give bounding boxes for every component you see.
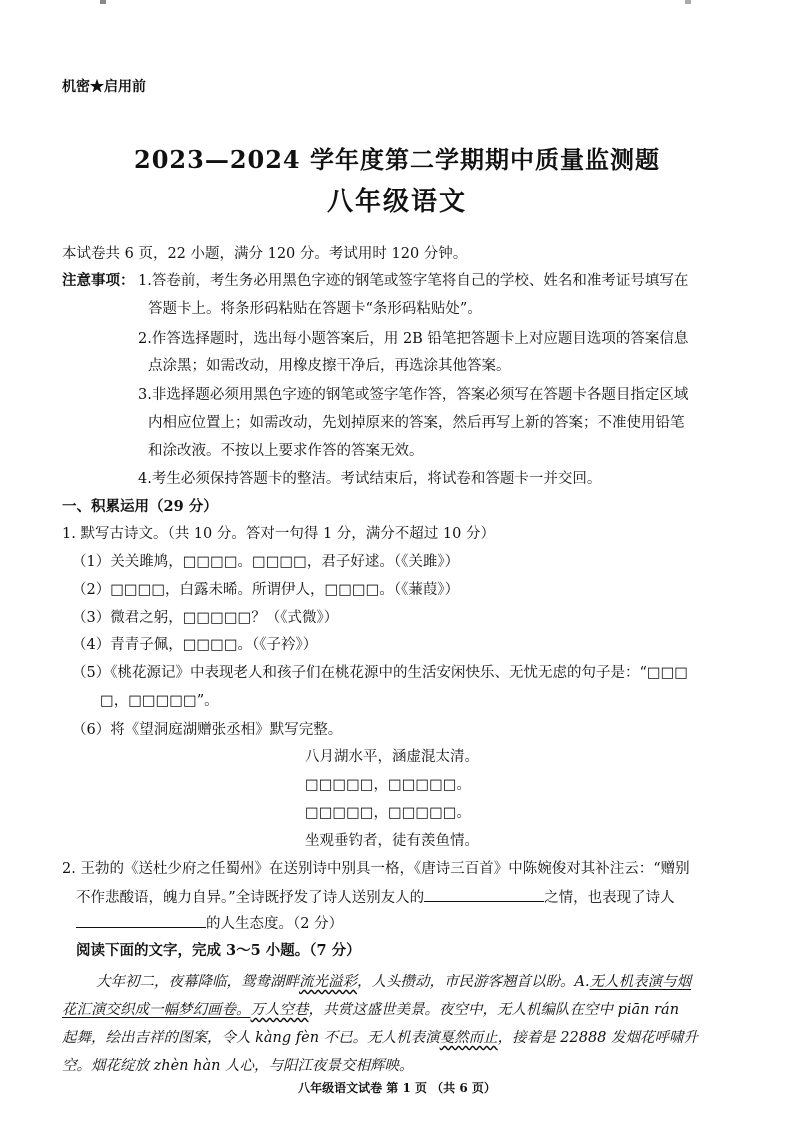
poem-line: □□□□□，□□□□□。 <box>305 805 471 821</box>
reading-heading: 阅读下面的文字，完成 3～5 小题。（7 分） <box>76 942 361 959</box>
q1-item-6: （6）将《望洞庭湖赠张丞相》默写完整。 <box>72 722 343 738</box>
note-3-line-3: 和涂改液。不按以上要求作答的答案无效。 <box>148 443 424 459</box>
note-2-line-2: 点涂黑；如需改动，用橡皮擦干净后，再选涂其他答案。 <box>148 358 511 374</box>
answer-blank[interactable] <box>76 913 206 928</box>
reading-marked-word: 万人空巷 <box>250 1002 309 1018</box>
poem-line: □□□□□，□□□□□。 <box>305 777 471 793</box>
section-1-heading: 一、积累运用（29 分） <box>62 498 218 515</box>
q1-item-5-line-2: □，□□□□□”。 <box>100 693 219 709</box>
q1-item-1: （1）关关雎鸠，□□□□。□□□□，君子好逑。（《关雎》） <box>72 554 460 570</box>
poem-line: 八月湖水平，涵虚混太清。 <box>305 749 479 765</box>
page-footer: 八年级语文试卷 第 1 页 （共 6 页） <box>298 1081 496 1095</box>
note-3-line-1: 3.非选择题必须用黑色字迹的钢笔或签字笔作答，答案必须写在答题卡各题目指定区域 <box>138 387 689 403</box>
q1-item-4: （4）青青子佩，□□□□。（《子衿》） <box>72 637 318 653</box>
q2-line-3 <box>76 913 343 934</box>
scan-mark <box>685 0 691 4</box>
scan-mark <box>100 0 106 4</box>
reading-sentence-a-cont: 花汇演交织成一幅梦幻画卷。 <box>62 1002 251 1018</box>
q2-line-3-text: 的人生态度。（2 分） <box>206 916 344 932</box>
reading-text: 大年初二，夜幕降临，鸳鸯湖畔 <box>96 974 299 990</box>
reading-text: 起舞，绘出吉祥的图案，令人 kàng fèn 不已。无人机表演 <box>62 1030 440 1046</box>
reading-marked-word: 戛然而止 <box>439 1030 498 1046</box>
exam-subtitle: 八年级语文 <box>326 187 467 217</box>
intro-text: 本试卷共 6 页，22 小题，满分 120 分。考试用时 120 分钟。 <box>62 246 468 262</box>
reading-paragraph-line-3 <box>62 1026 698 1047</box>
reading-marked-word: 流光溢彩 <box>299 974 357 990</box>
q2-line-2 <box>76 887 675 908</box>
q2-line-2-text-b: 之情，也表现了诗人 <box>544 890 675 906</box>
reading-sentence-a: 无人机表演与烟 <box>589 974 692 990</box>
q1-item-3: （3）微君之躬，□□□□□？（《式微》） <box>72 610 339 626</box>
q1-stem: 1. 默写古诗文。（共 10 分。答对一句得 1 分，满分不超过 10 分） <box>62 526 495 542</box>
reading-paragraph-line-2 <box>62 998 679 1019</box>
reading-text: ，共赏这盛世美景。夜空中，无人机编队在空中 piān rán <box>308 1002 680 1018</box>
q2-line-2-text-a: 不作悲酸语，魄力自异。”全诗既抒发了诗人送别友人的 <box>76 890 425 906</box>
q1-item-5-line-1: （5）《桃花源记》中表现老人和孩子们在桃花源中的生活安闲快乐、无忧无虑的句子是：“□□□ <box>72 665 688 681</box>
notes-label: 注意事项： <box>62 272 135 289</box>
answer-blank[interactable] <box>424 887 544 902</box>
q2-line-1: 2. 王勃的《送杜少府之任蜀州》在送别诗中别具一格，《唐诗三百首》中陈婉俊对其补注云：“赠别 <box>62 861 690 877</box>
reading-text: ，人头攒动，市民游客翘首以盼。A. <box>357 974 590 990</box>
reading-text: ，接着是 22888 发烟花呼啸升 <box>497 1030 699 1046</box>
note-1-line-2: 答题卡上。将条形码粘贴在答题卡“条形码粘贴处”。 <box>148 301 482 317</box>
q1-item-2: （2）□□□□，白露未晞。所谓伊人，□□□□。（《蒹葭》） <box>72 582 460 598</box>
confidential-label: 机密★启用前 <box>62 79 146 95</box>
note-3-line-2: 内相应位置上；如需改动，先划掉原来的答案，然后再写上新的答案；不准使用铅笔 <box>148 415 685 431</box>
reading-paragraph-line-1 <box>96 970 691 991</box>
note-1-line-1: 1.答卷前，考生务必用黑色字迹的钢笔或签字笔将自己的学校、姓名和准考证号填写在 <box>138 273 689 289</box>
exam-title: 2023—2024 学年度第二学期期中质量监测题 <box>134 145 660 174</box>
poem-line: 坐观垂钓者，徒有羡鱼情。 <box>305 833 479 849</box>
note-4: 4.考生必须保持答题卡的整洁。考试结束后，将试卷和答题卡一并交回。 <box>138 471 602 487</box>
note-2-line-1: 2.作答选择题时，选出每小题答案后，用 2B 铅笔把答题卡上对应题目选项的答案信息 <box>138 331 689 347</box>
reading-paragraph-line-4: 空。烟花绽放 zhèn hàn 人心，与阳江夜景交相辉映。 <box>62 1058 414 1074</box>
